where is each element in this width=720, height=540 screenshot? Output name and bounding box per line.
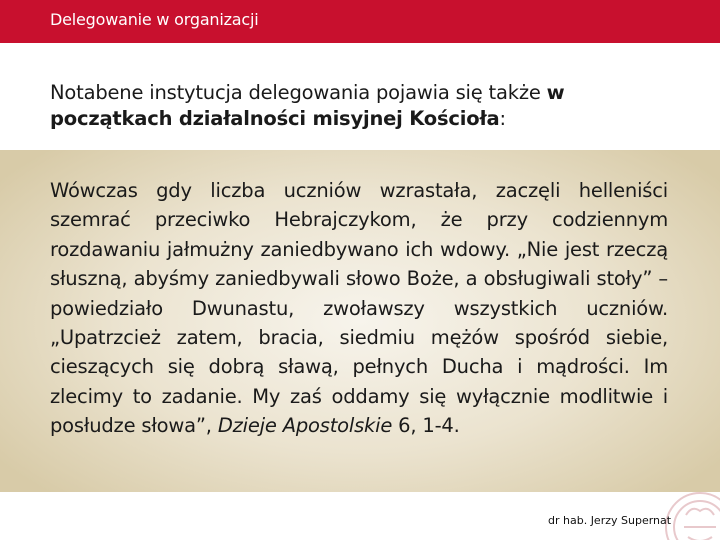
slide-title: Delegowanie w organizacji [50,10,259,29]
university-logo-watermark [638,465,720,540]
intro-paragraph [50,80,675,132]
intro-bold-text: w początkach działalności misyjnej Kościoła [50,81,565,130]
footer-author: dr hab. Jerzy Supernat [548,514,672,527]
quote-source-ref: 6, 1-4. [392,414,460,438]
intro-text: Notabene instytucja delegowania pojawia się także [50,81,547,104]
intro-colon: : [499,107,506,130]
quote-paragraph [50,176,668,441]
quote-source-title: Dzieje Apostolskie [217,414,393,438]
header-bar [0,0,720,43]
quote-text: Wówczas gdy liczba uczniów wzrastała, zaczęli helleniści szemrać przeciwko Hebrajczykom, że przy codziennym rozdawaniu jałmużny zaniedbywano ich wdowy. „Nie jest rzeczą słuszną, abyśmy zaniedbywali słowo Boże, a obsługiwali stoły” – powiedziało Dwunastu, zwoławszy wszystkich uczniów. „Upatrzcież zatem, bracia, siedmiu mężów spośród siebie, cieszących się dobrą sławą, pełnych Ducha i mądrości. Im zlecimy to zadanie. My zaś oddamy się wyłącznie modlitwie i posłudze słowa”, [50,179,668,438]
